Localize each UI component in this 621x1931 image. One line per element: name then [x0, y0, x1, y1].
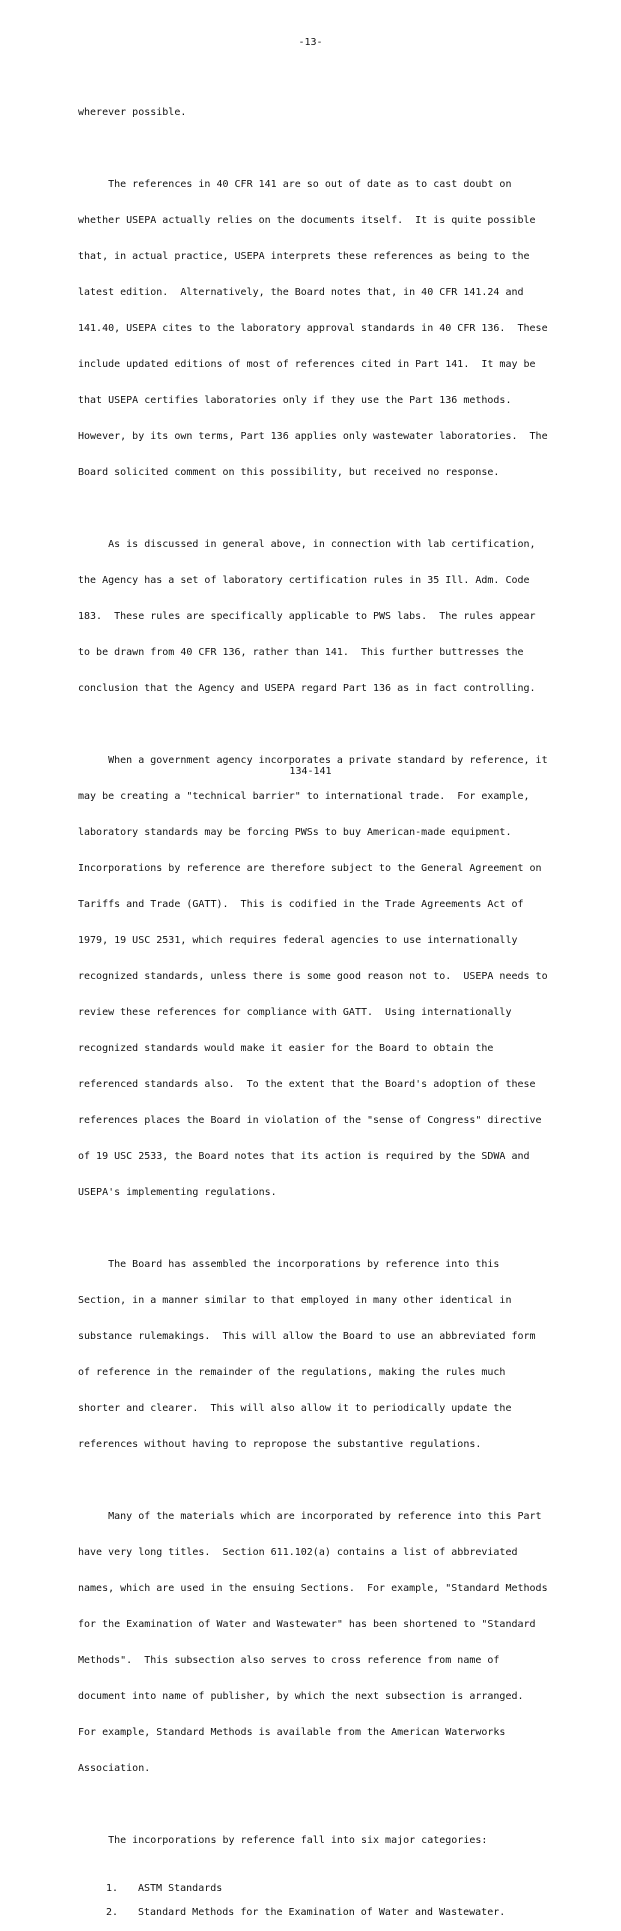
text-line: of reference in the remainder of the regulations, making the rules much [78, 1367, 506, 1378]
text-line: USEPA's implementing regulations. [78, 1187, 277, 1198]
paragraph-1 [78, 83, 558, 143]
text-line: 1979, 19 USC 2531, which requires federal agencies to use internationally [78, 935, 518, 946]
text-line: substance rulemakings. This will allow the Board to use an abbreviated form [78, 1331, 536, 1342]
text-line: Board solicited comment on this possibility, but received no response. [78, 467, 500, 478]
paragraph-3 [78, 515, 558, 719]
list-text: Standard Methods for the Examination of Water and Wastewater. [138, 1907, 506, 1918]
text-line: Association. [78, 1763, 151, 1774]
text-line: The incorporations by reference fall into six major categories: [78, 1835, 488, 1846]
text-line: shorter and clearer. This will also allow it to periodically update the [78, 1403, 512, 1414]
text-line: may be creating a "technical barrier" to international trade. For example, [78, 791, 530, 802]
text-line: of 19 USC 2533, the Board notes that its action is required by the SDWA and [78, 1151, 530, 1162]
text-line: Section, in a manner similar to that employed in many other identical in [78, 1295, 512, 1306]
list-number: 2. [106, 1907, 119, 1918]
list-item-1 [78, 1883, 558, 1895]
text-line: The Board has assembled the incorporations by reference into this [78, 1259, 500, 1270]
text-line: recognized standards, unless there is some good reason not to. USEPA needs to [78, 971, 548, 982]
text-line: whether USEPA actually relies on the documents itself. It is quite possible [78, 215, 536, 226]
text-line: to be drawn from 40 CFR 136, rather than 141. This further buttresses the [78, 647, 524, 658]
list-number: 1. [106, 1883, 119, 1894]
text-line: Incorporations by reference are therefore subject to the General Agreement on [78, 863, 542, 874]
list-item-2 [78, 1907, 558, 1919]
text-line: referenced standards also. To the extent that the Board's adoption of these [78, 1079, 536, 1090]
text-line: wherever possible. [78, 107, 187, 118]
text-line: the Agency has a set of laboratory certification rules in 35 Ill. Adm. Code [78, 575, 530, 586]
page-footer: 134-141 [289, 766, 332, 777]
page-number: -13- [298, 37, 323, 48]
text-line: review these references for compliance with GATT. Using internationally [78, 1007, 512, 1018]
text-line: Methods". This subsection also serves to cross reference from name of [78, 1655, 500, 1666]
text-line: The references in 40 CFR 141 are so out of date as to cast doubt on [78, 179, 512, 190]
text-line: document into name of publisher, by which the next subsection is arranged. [78, 1691, 524, 1702]
text-line: that, in actual practice, USEPA interprets these references as being to the [78, 251, 530, 262]
paragraph-5 [78, 1235, 558, 1475]
text-line: Tariffs and Trade (GATT). This is codified in the Trade Agreements Act of [78, 899, 524, 910]
text-line: However, by its own terms, Part 136 applies only wastewater laboratories. The [78, 431, 548, 442]
list-text: ASTM Standards [138, 1883, 223, 1894]
text-line: When a government agency incorporates a private standard by reference, it [78, 755, 548, 766]
document-body [78, 83, 558, 1931]
text-line: 183. These rules are specifically applicable to PWS labs. The rules appear [78, 611, 536, 622]
text-line: As is discussed in general above, in connection with lab certification, [78, 539, 536, 550]
text-line: that USEPA certifies laboratories only if they use the Part 136 methods. [78, 395, 512, 406]
text-line: have very long titles. Section 611.102(a) contains a list of abbreviated [78, 1547, 518, 1558]
text-line: laboratory standards may be forcing PWSs to buy American-made equipment. [78, 827, 512, 838]
paragraph-2 [78, 155, 558, 503]
paragraph-6 [78, 1487, 558, 1799]
paragraph-4 [78, 731, 558, 1223]
text-line: latest edition. Alternatively, the Board notes that, in 40 CFR 141.24 and [78, 287, 524, 298]
text-line: references without having to repropose the substantive regulations. [78, 1439, 482, 1450]
text-line: For example, Standard Methods is available from the American Waterworks [78, 1727, 506, 1738]
text-line: for the Examination of Water and Wastewater" has been shortened to "Standard [78, 1619, 536, 1630]
paragraph-7 [78, 1811, 558, 1871]
text-line: include updated editions of most of references cited in Part 141. It may be [78, 359, 536, 370]
text-line: conclusion that the Agency and USEPA regard Part 136 as in fact controlling. [78, 683, 536, 694]
text-line: Many of the materials which are incorporated by reference into this Part [78, 1511, 542, 1522]
text-line: recognized standards would make it easier for the Board to obtain the [78, 1043, 494, 1054]
text-line: names, which are used in the ensuing Sections. For example, "Standard Methods [78, 1583, 548, 1594]
text-line: 141.40, USEPA cites to the laboratory approval standards in 40 CFR 136. These [78, 323, 548, 334]
text-line: references places the Board in violation of the "sense of Congress" directive [78, 1115, 542, 1126]
